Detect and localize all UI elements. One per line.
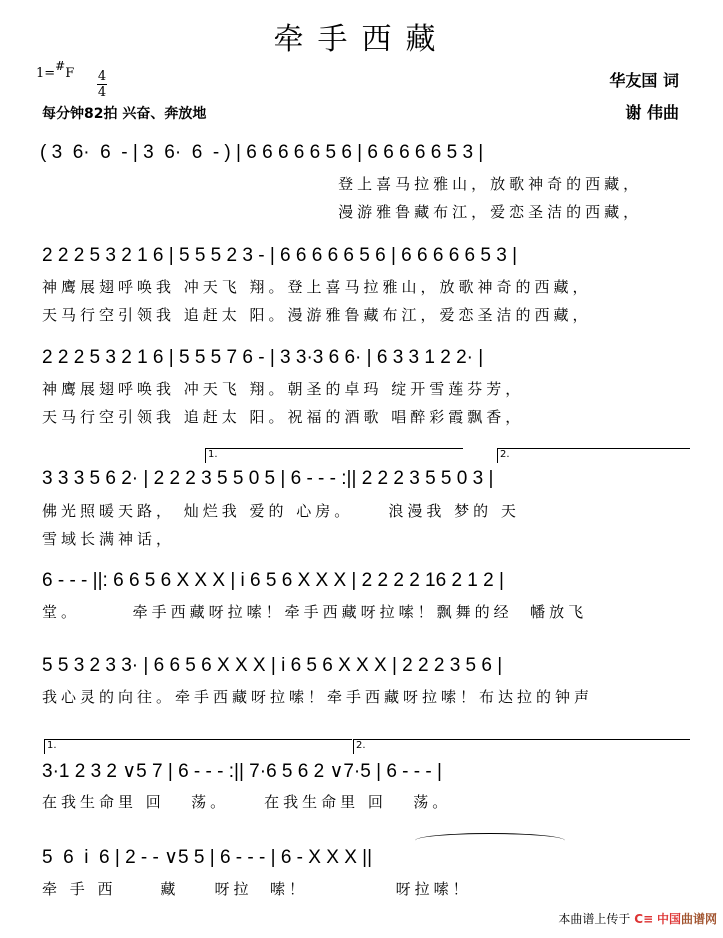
footer-watermark [558, 910, 717, 927]
footer-text: 本曲谱上传于 [558, 912, 631, 926]
tie-arc [415, 833, 565, 848]
lyrics-verse-2: 天马行空引领我 追赶太 阳。祝福的酒歌 唱醉彩霞飘香， [42, 408, 525, 426]
lyrics-verse-2: 漫游雅鲁藏布江，爱恋圣洁的西藏， [40, 203, 643, 221]
lyrics-verse-1: 神鹰展翅呼唤我 冲天飞 翔。朝圣的卓玛 绽开雪莲芬芳， [42, 380, 525, 398]
notes: ( 3 6· 6 - | 3 6· 6 - ) | 6 6 6 6 6 5 6 | 6 6 6 6 6 5 3 | [40, 142, 484, 163]
volta-second-ending: 2. [353, 739, 690, 754]
notes: 3 3 3 5 6 2· | 2 2 2 3 5 5 0 5 | 6 - - - :|| 2 2 2 3 5 5 0 3 | [42, 468, 494, 489]
lyrics-verse-1: 牵 手 西 藏 呀拉 嗦！ 呀拉嗦！ [42, 880, 472, 898]
lyrics-verse-1: 我心灵的向往。牵手西藏呀拉嗦！牵手西藏呀拉嗦！布达拉的钟声 [42, 688, 594, 706]
sharp-icon: # [55, 59, 66, 73]
lyrics-verse-1: 佛光照暖天路， 灿烂我 爱的 心房。 浪漫我 梦的 天 [42, 502, 520, 520]
tempo-marking: 每分钟82拍 兴奋、奔放地 [42, 106, 207, 122]
song-title: 牵手西藏 [273, 22, 450, 57]
time-signature [97, 70, 107, 99]
time-numerator: 4 [97, 69, 107, 84]
volta-first-ending: 1. [205, 448, 463, 463]
notes: 3·1 2 3 2 ∨5 7 | 6 - - - :|| 7·6 5 6 2 ∨7·5 | 6 - - - | [42, 761, 442, 782]
notes: 5 5 3 2 3 3· | 6 6 5 6 X X X | i 6 5 6 X X X | 2 2 2 3 5 6 | [42, 655, 503, 676]
key-note: F [65, 66, 75, 81]
volta-second-ending: 2. [497, 448, 690, 463]
notes: 2 2 2 5 3 2 1 6 | 5 5 5 2 3 - | 6 6 6 6 6 5 6 | 6 6 6 6 6 5 3 | [42, 245, 518, 266]
lyrics-verse-2: 天马行空引领我 追赶太 阳。漫游雅鲁藏布江，爱恋圣洁的西藏， [42, 306, 592, 324]
key-signature [36, 59, 75, 81]
site-logo-icon: C≡ [634, 912, 654, 926]
composer-credit: 谢 伟曲 [625, 103, 679, 122]
volta-first-ending: 1. [44, 739, 352, 754]
site-brand-part1[interactable]: 中国 [656, 912, 681, 926]
key-prefix: 1= [36, 66, 56, 81]
notes: 2 2 2 5 3 2 1 6 | 5 5 5 7 6 - | 3 3·3 6 6· | 6 3 3 1 2 2· | [42, 347, 484, 368]
notes: 6 - - - ||: 6 6 5 6 X X X | i 6 5 6 X X X | 2 2 2 2 16 2 1 2 | [42, 570, 504, 591]
time-denominator: 4 [97, 85, 107, 100]
lyrics-verse-2: 雪域长满神话， [42, 530, 176, 548]
lyrics-verse-1: 在我生命里 回 荡。 在我生命里 回 荡。 [42, 793, 452, 811]
lyricist-credit: 华友国 词 [609, 71, 679, 90]
notes: 5 6 i 6 | 2 - - ∨5 5 | 6 - - - | 6 - X X X || [42, 847, 373, 868]
site-brand-part2[interactable]: 曲谱网 [680, 912, 717, 926]
lyrics-verse-1: 登上喜马拉雅山，放歌神奇的西藏， [40, 175, 643, 193]
lyrics-verse-1: 堂。 牵手西藏呀拉嗦！牵手西藏呀拉嗦！飘舞的经 幡放飞 [42, 603, 588, 621]
lyrics-verse-1: 神鹰展翅呼唤我 冲天飞 翔。登上喜马拉雅山，放歌神奇的西藏， [42, 278, 592, 296]
